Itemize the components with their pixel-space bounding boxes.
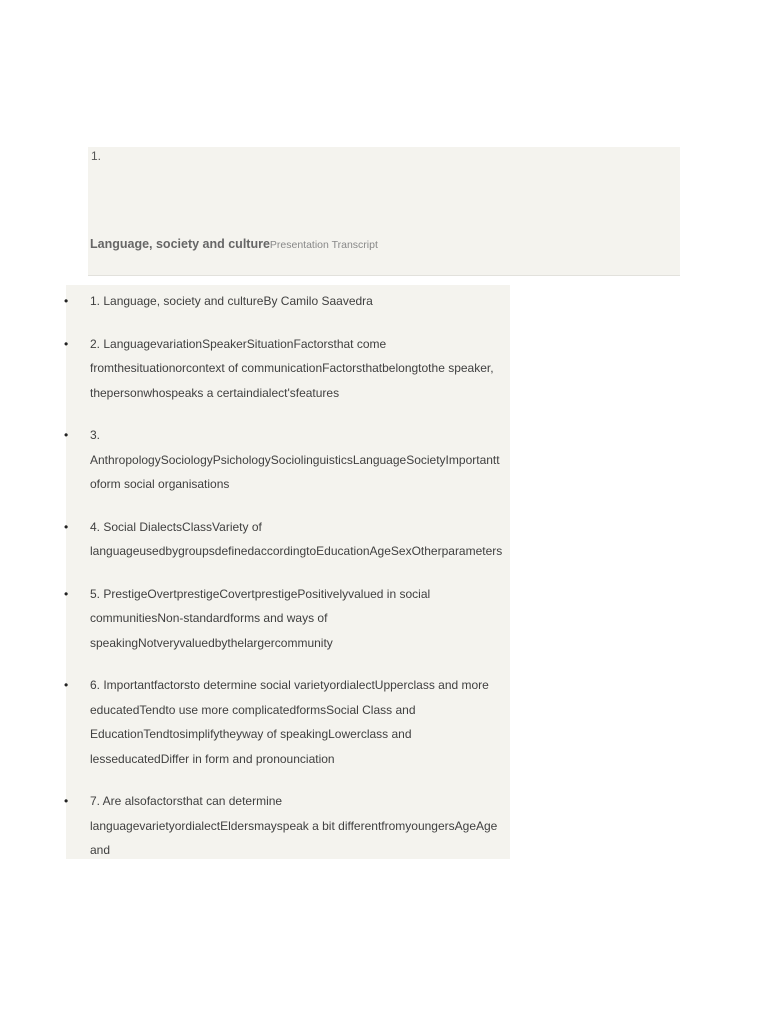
list-item-text: 1. Language, society and cultureBy Camilo Saavedra — [90, 294, 373, 308]
transcript-list-container — [66, 285, 510, 859]
slide-header — [88, 147, 680, 276]
list-item-text: 2. LanguagevariationSpeakerSituationFactorsthat come fromthesituationorcontext of communicationFactorsthatbelongtothe speaker, thepersonwhospeaks a certaindialect'sfeatures — [90, 336, 494, 400]
presentation-title: Language, society and culture — [90, 237, 270, 251]
bullet-icon: • — [64, 794, 69, 808]
list-item-text: 7. Are alsofactorsthat can determine languagevarietyordialectEldersmayspeak a bit differentfromyoungersAgeAge and — [90, 794, 498, 857]
list-item — [66, 578, 510, 656]
list-item — [66, 285, 510, 314]
list-item-text: 4. Social DialectsClassVariety of languageusedbygroupsdefinedaccordingtoEducationAgeSexOtherparameters — [90, 519, 503, 558]
bullet-icon: • — [64, 336, 69, 351]
title-line — [90, 235, 378, 253]
slide-number: 1. — [91, 149, 102, 163]
bullet-icon: • — [64, 294, 69, 308]
list-item — [66, 511, 510, 564]
list-item-text: 3. AnthropologySociologyPsichologySociolinguisticsLanguageSocietyImportanttoform social organisations — [90, 428, 500, 491]
bullet-icon: • — [64, 678, 69, 692]
bullet-icon: • — [64, 586, 69, 601]
list-item-text: 6. Importantfactorsto determine social varietyordialectUpperclass and more educatedTendto use more complicatedformsSocial Class and EducationTendtosimplifytheyway of speakingLowerclass and lesseducatedDiffer in form and pronounciation — [90, 678, 489, 766]
list-item — [66, 419, 510, 497]
list-item-text: 5. PrestigeOvertprestigeCovertprestigePositivelyvalued in social communitiesNon-standardforms and ways of speakingNotveryvaluedbythelargercommunity — [90, 586, 431, 650]
bullet-icon: • — [64, 428, 69, 442]
list-item — [66, 328, 510, 406]
presentation-subtitle: Presentation Transcript — [269, 239, 378, 251]
list-item — [66, 785, 510, 863]
transcript-list — [66, 285, 510, 863]
list-item — [66, 669, 510, 771]
bullet-icon: • — [64, 519, 69, 534]
